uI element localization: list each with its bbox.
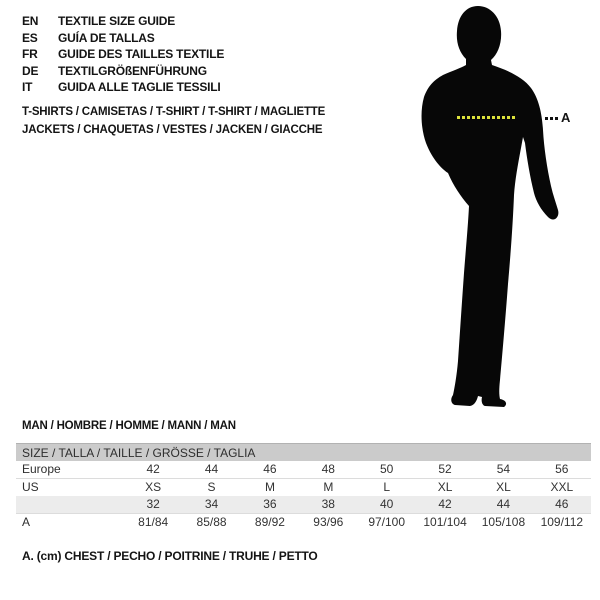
language-row (22, 63, 224, 80)
language-label: GUIDA ALLE TAGLIE TESSILI (58, 80, 221, 94)
language-row (22, 46, 224, 63)
measurement-footnote: A. (cm) CHEST / PECHO / POITRINE / TRUHE / PETTO (22, 549, 318, 563)
category-line: T-SHIRTS / CAMISETAS / T-SHIRT / T-SHIRT / MAGLIETTE (22, 106, 326, 118)
size-row-label (16, 496, 124, 514)
language-label: GUIDE DES TAILLES TEXTILE (58, 47, 225, 61)
size-cell: XL (496, 479, 511, 494)
man-silhouette (395, 2, 600, 410)
size-cell: 50 (358, 461, 416, 479)
language-code: DE (22, 63, 39, 78)
size-cell: 42 (124, 461, 182, 479)
language-label: TEXTILE SIZE GUIDE (58, 14, 176, 28)
size-cell: 105/108 (481, 514, 526, 529)
size-cell: 44 (474, 496, 532, 514)
size-cell: M (323, 479, 334, 494)
language-row (22, 13, 224, 30)
size-cell: L (383, 479, 391, 494)
size-cell: 46 (533, 496, 591, 514)
man-figure (395, 2, 600, 410)
language-code: EN (22, 14, 39, 28)
size-cell: XS (145, 479, 162, 494)
size-cell: 109/112 (540, 514, 584, 529)
size-row-label: Europe (16, 461, 124, 479)
size-cell: 81/84 (138, 514, 169, 529)
language-guide-list (22, 13, 224, 96)
language-code: IT (22, 80, 33, 94)
size-cell: 101/104 (423, 514, 467, 529)
language-row (22, 79, 224, 96)
measure-label-a: A (561, 110, 571, 125)
size-cell: 93/96 (313, 514, 344, 529)
size-cell: 85/88 (196, 514, 227, 529)
language-label: TEXTILGRÖßENFÜHRUNG (58, 63, 207, 78)
size-cell: XXL (550, 479, 574, 494)
size-cell: 89/92 (254, 514, 285, 529)
size-cell: 56 (533, 461, 591, 479)
size-cell: 42 (416, 496, 474, 514)
size-cell: 36 (241, 496, 299, 514)
size-cell: 32 (124, 496, 182, 514)
size-row-label: US (22, 479, 39, 494)
size-cell: 38 (299, 496, 357, 514)
size-cell: 54 (474, 461, 532, 479)
section-title: MAN / HOMBRE / HOMME / MANN / MAN (22, 420, 236, 432)
size-cell: 40 (358, 496, 416, 514)
size-cell: 97/100 (368, 514, 406, 529)
size-row-label: A (22, 514, 31, 529)
category-line: JACKETS / CHAQUETAS / VESTES / JACKEN / GIACCHE (22, 123, 323, 136)
size-cell: 52 (416, 461, 474, 479)
language-code: FR (22, 47, 38, 61)
size-cell: 46 (241, 461, 299, 479)
measure-leader-line (545, 117, 560, 120)
size-cell: 34 (182, 496, 240, 514)
size-cell: 48 (299, 461, 357, 479)
size-cell: 44 (182, 461, 240, 479)
size-table (16, 443, 591, 531)
language-row (22, 30, 224, 47)
size-table-header: SIZE / TALLA / TAILLE / GRÖSSE / TAGLIA (16, 443, 591, 461)
language-label: GUÍA DE TALLAS (58, 30, 155, 45)
size-cell: XL (437, 479, 453, 494)
size-cell: M (264, 479, 275, 494)
size-cell: S (207, 479, 216, 494)
language-code: ES (22, 30, 38, 45)
chest-measure-line (457, 116, 517, 119)
category-list (22, 104, 325, 139)
